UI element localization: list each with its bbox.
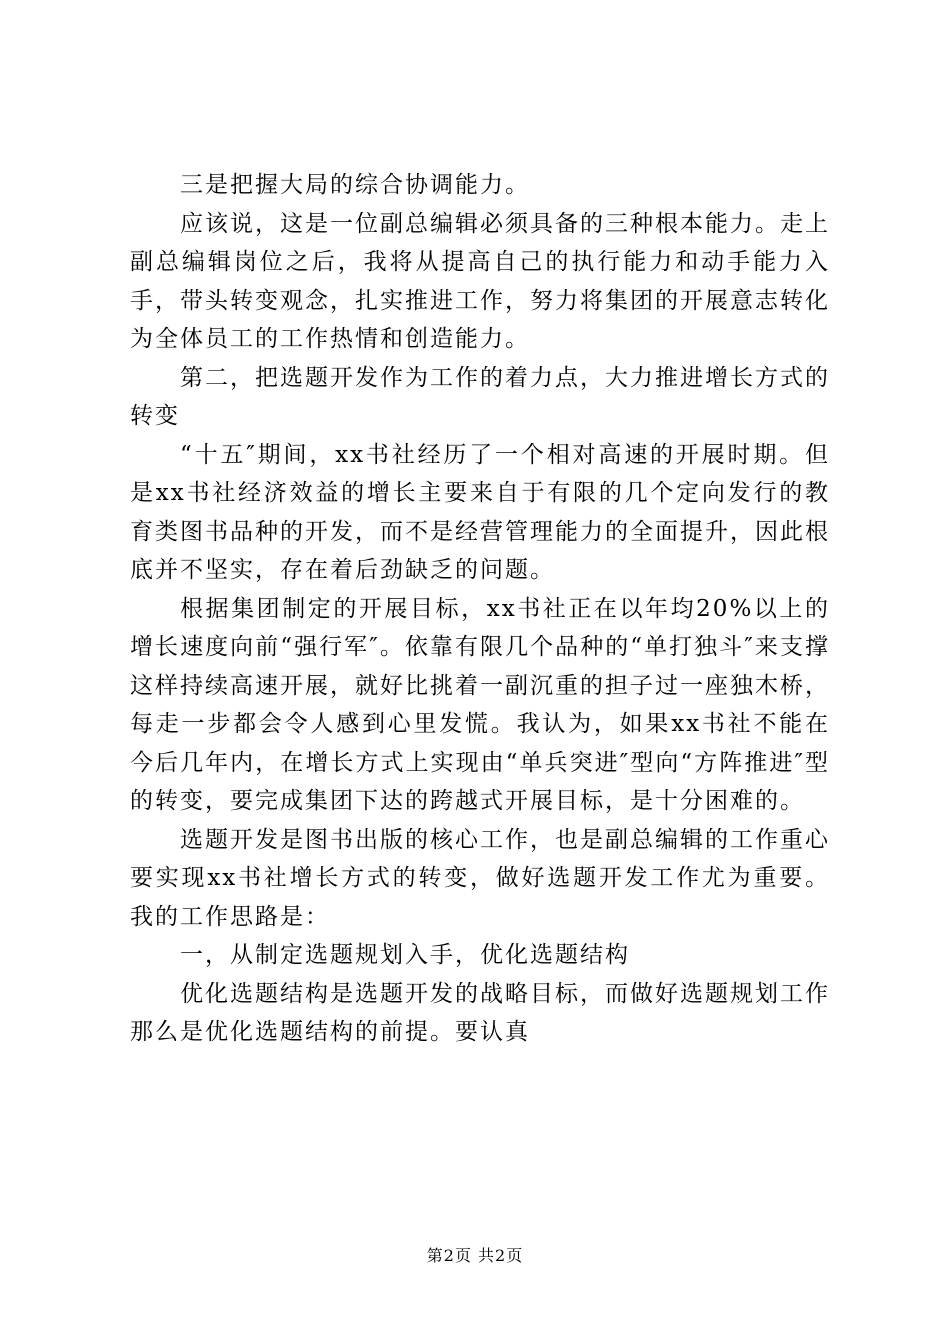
paragraph-3: 第二，把选题开发作为工作的着力点，大力推进增长方式的转变 [130, 364, 830, 429]
paragraph-7: 一，从制定选题规划入手，优化选题结构 [180, 942, 630, 968]
paragraph-8: 优化选题结构是选题开发的战略目标，而做好选题规划工作那么是优化选题结构的前提。要认真 [130, 980, 830, 1045]
paragraph-6: 选题开发是图书出版的核心工作，也是副总编辑的工作重心要实现xx书社增长方式的转变，做好选题开发工作尤为重要。我的工作思路是： [130, 826, 830, 930]
paragraph-5: 根据集团制定的开展目标，xx书社正在以年均20%以上的增长速度向前“强行军″。依靠有限几个品种的“单打独斗″来支撑这样持续高速开展，就好比挑着一副沉重的担子过一座独木桥，每走一步都会令人感到心里发慌。我认为，如果xx书社不能在今后几年内，在增长方式上实现由“单兵突进″型向“方阵推进″型的转变，要完成集团下达的跨越式开展目标，是十分困难的。 [130, 595, 830, 814]
paragraph-1: 三是把握大局的综合协调能力。 [180, 172, 530, 198]
page-number-footer: 第2页 共2页 [426, 1246, 524, 1265]
paragraph-2: 应该说，这是一位副总编辑必须具备的三种根本能力。走上副总编辑岗位之后，我将从提高自己的执行能力和动手能力入手，带头转变观念，扎实推进工作，努力将集团的开展意志转化为全体员工的工作热情和创造能力。 [130, 210, 830, 352]
document-body [130, 166, 830, 1052]
paragraph-4: “十五″期间，xx书社经历了一个相对高速的开展时期。但是xx书社经济效益的增长主要来自于有限的几个定向发行的教育类图书品种的开发，而不是经营管理能力的全面提升，因此根底并不坚实，存在着后劲缺乏的问题。 [130, 441, 830, 583]
